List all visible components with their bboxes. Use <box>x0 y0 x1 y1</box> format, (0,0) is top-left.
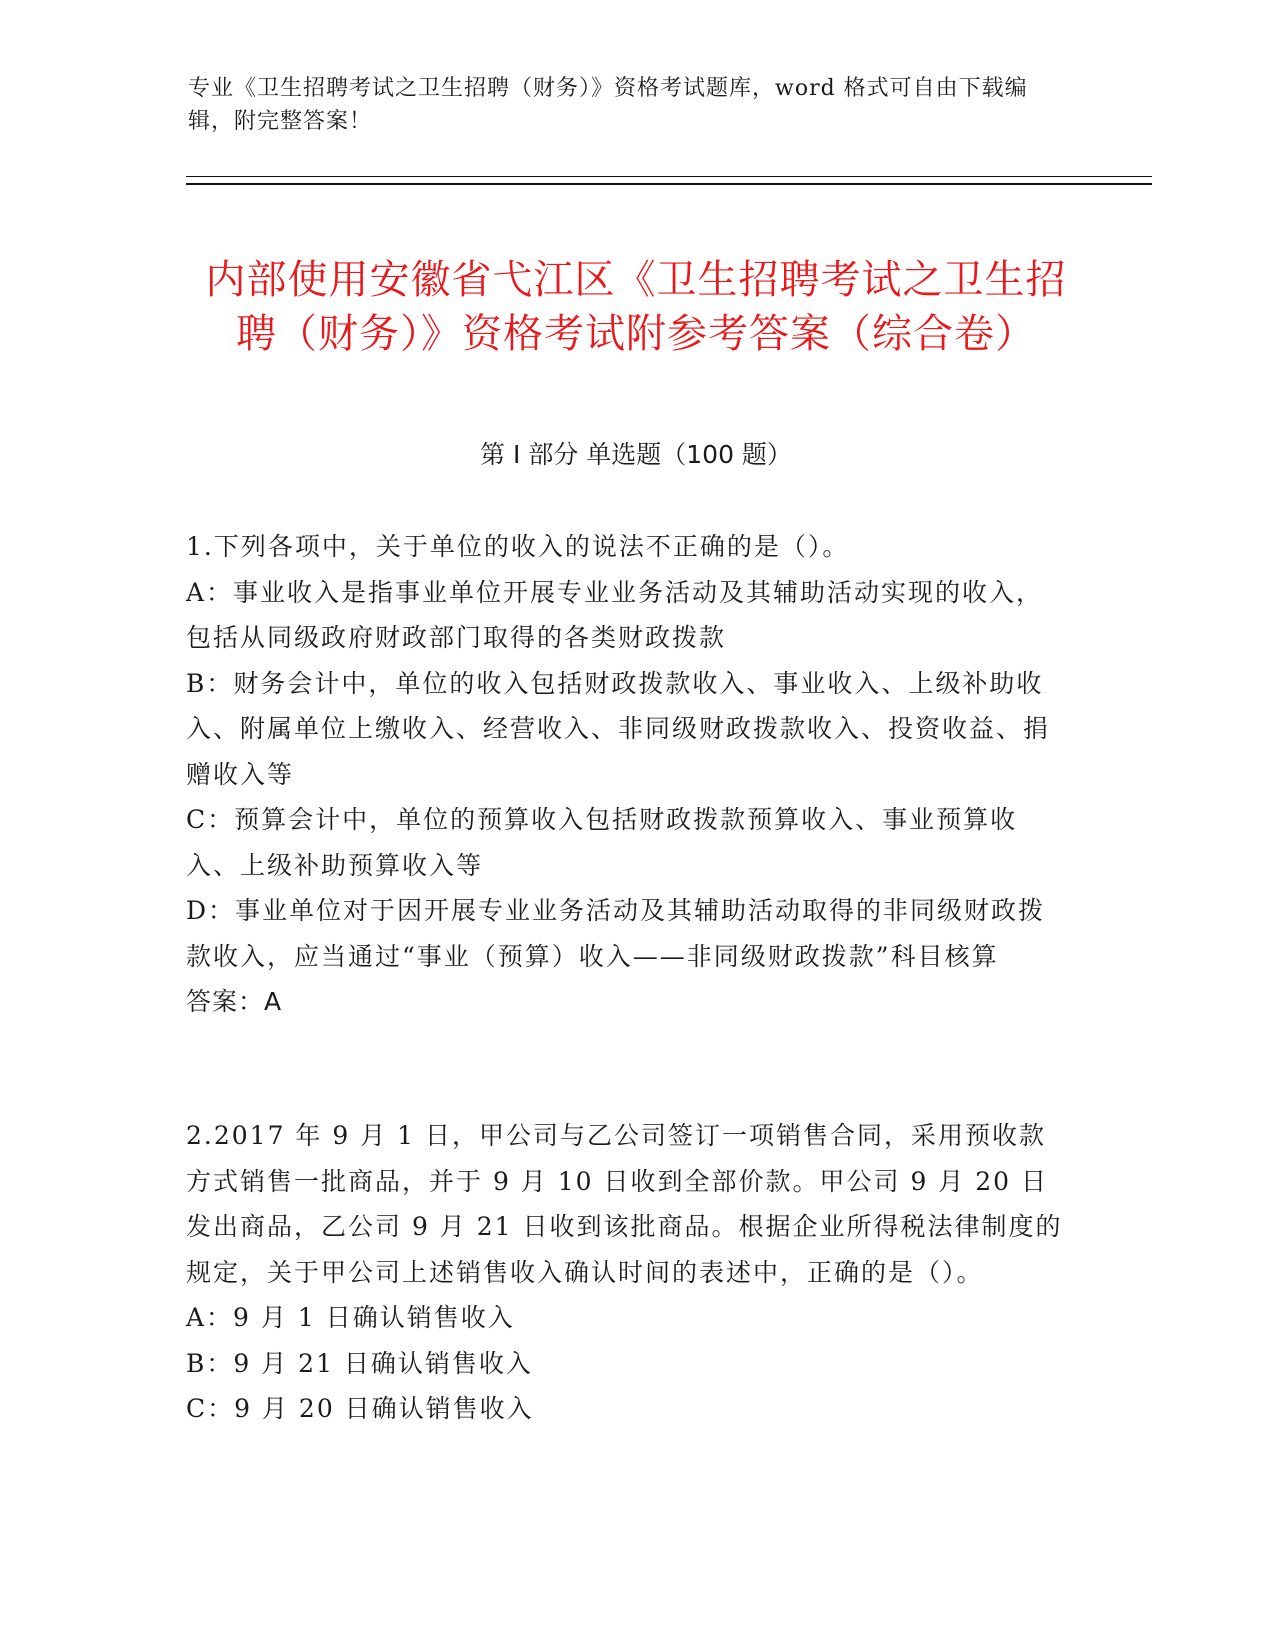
section-title: 第 I 部分 单选题（100 题） <box>480 440 792 469</box>
header-note: 专业《卫生招聘考试之卫生招聘（财务）》资格考试题库，word 格式可自由下载编辑，附完整答案！ <box>188 76 1028 134</box>
question-stem: 2.2017 年 9 月 1 日，甲公司与乙公司签订一项销售合同，采用预收款方式销售一批商品，并于 9 月 10 日收到全部价款。甲公司 9 月 20 日发出商品，乙公司 9 月 21 日收到该批商品。根据企业所得税法律制度的规定，关于甲公司上述销售收入确认时间的表述中，正确的是（）。 <box>186 1121 1063 1287</box>
header-divider <box>186 176 1152 177</box>
option-c: C：9 月 20 日确认销售收入 <box>186 1394 534 1423</box>
header-divider-thick <box>186 183 1152 185</box>
document-title: 内部使用安徽省弋江区《卫生招聘考试之卫生招聘（财务）》资格考试附参考答案（综合卷） <box>205 256 1067 357</box>
option-c: C：预算会计中，单位的预算收入包括财政拨款预算收入、事业预算收入、上级补助预算收入等 <box>186 805 1018 880</box>
question-stem: 1.下列各项中，关于单位的收入的说法不正确的是（）。 <box>186 532 850 561</box>
question-1 <box>186 524 1066 1025</box>
option-a: A：事业收入是指事业单位开展专业业务活动及其辅助活动实现的收入，包括从同级政府财政部门取得的各类财政拨款 <box>186 577 1044 652</box>
option-d: D：事业单位对于因开展专业业务活动及其辅助活动取得的非同级财政拨款收入，应当通过“事业（预算）收入——非同级财政拨款”科目核算 <box>186 896 1046 971</box>
option-b: B：财务会计中，单位的收入包括财政拨款收入、事业收入、上级补助收入、附属单位上缴收入、经营收入、非同级财政拨款收入、投资收益、捐赠收入等 <box>186 668 1051 789</box>
answer: 答案：A <box>186 987 283 1016</box>
option-a: A：9 月 1 日确认销售收入 <box>186 1303 515 1332</box>
option-b: B：9 月 21 日确认销售收入 <box>186 1348 533 1378</box>
question-2 <box>186 1113 1066 1432</box>
